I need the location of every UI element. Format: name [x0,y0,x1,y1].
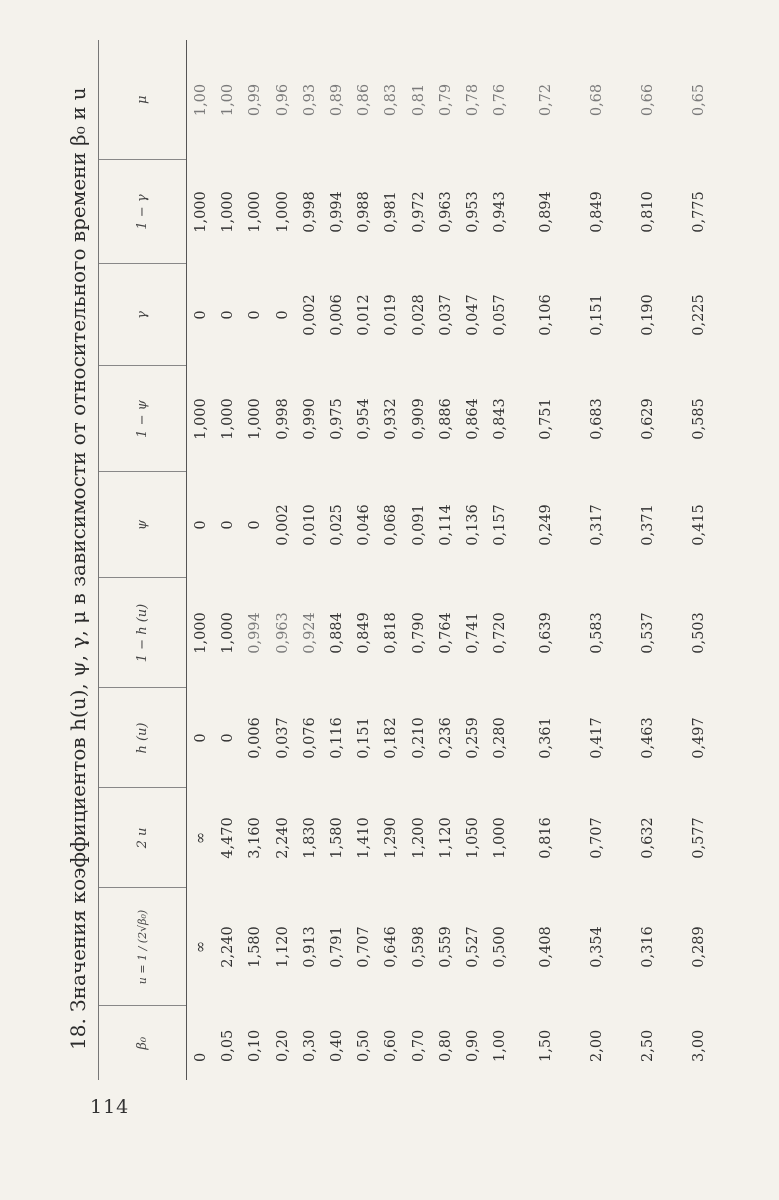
cell: 0,791 [328,926,345,968]
cell: 3,00 [691,1029,708,1062]
cell: 0,998 [274,398,291,440]
cell: 0 [220,733,237,743]
cell: 0,182 [383,717,400,759]
cell: 0,932 [383,398,400,440]
cell: 1,000 [192,612,209,654]
table-row [667,40,718,1080]
cell: 1,830 [301,817,318,859]
cell: 0,057 [492,294,509,336]
cell: 0,047 [464,294,481,336]
table-row [616,40,667,1080]
cell: 0,415 [691,504,708,546]
cell: 0,50 [356,1029,373,1062]
cell: 0,236 [437,717,454,759]
cell: 0,012 [356,294,373,336]
cell: 1,580 [328,817,345,859]
cell: 0,006 [328,294,345,336]
cell: 4,470 [220,817,237,859]
cell: 0,417 [589,717,606,759]
cell: 0,975 [328,398,345,440]
table-row [351,40,378,1080]
cell: 0,83 [383,83,400,117]
cell: 0,96 [274,83,291,117]
cell: ∞ [192,940,209,954]
cell: 1,290 [383,817,400,859]
cell: 0,70 [410,1029,427,1062]
cell: 0,884 [328,612,345,654]
cell: 0,65 [691,83,708,117]
cell: 0,068 [383,504,400,546]
cell: 1,00 [192,83,209,117]
cell: 0,909 [410,398,427,440]
cell: 0,68 [589,83,606,117]
col-header-mu: μ [98,40,187,160]
col-header-u: u = 1 / (2√β₀) [98,888,187,1006]
cell: 1,50 [538,1029,555,1062]
cell: 2,240 [274,817,291,859]
cell: 0,091 [410,504,427,546]
cell: 1,000 [492,817,509,859]
cell: 1,120 [274,926,291,968]
cell: 0,037 [437,294,454,336]
cell: 0,78 [464,83,481,117]
cell: 0,40 [328,1029,345,1062]
cell: 1,120 [437,817,454,859]
cell: 0,80 [437,1029,454,1062]
table-row [378,40,405,1080]
cell: 0,20 [274,1029,291,1062]
cell: 0,002 [301,294,318,336]
cell: 1,000 [247,191,264,233]
cell: 1,050 [464,817,481,859]
cell: 0 [192,520,209,530]
table-title: 18. Значения коэффициентов h(u), ψ, γ, μ в зависимости от относительного времени β₀ и u [66,87,90,1050]
cell: 0,006 [247,717,264,759]
cell: 0,037 [274,717,291,759]
table-header-row [98,40,187,1080]
cell: 0,818 [383,612,400,654]
col-header-h-u: h (u) [98,688,187,788]
cell: 0,002 [274,504,291,546]
cell: 0,136 [464,504,481,546]
table-row [432,40,459,1080]
cell: 0,998 [301,191,318,233]
cell: 0,963 [274,612,291,654]
cell: 0,990 [301,398,318,440]
cell: 0,500 [492,926,509,968]
cell: 1,000 [192,398,209,440]
col-header-psi: ψ [98,472,187,578]
cell: 0,639 [538,612,555,654]
table-row [459,40,486,1080]
cell: 0,99 [247,83,264,117]
table-row [187,40,215,1080]
cell: 0 [192,1052,209,1062]
cell: 0,046 [356,504,373,546]
cell: 0,028 [410,294,427,336]
cell: 3,160 [247,817,264,859]
cell: 0 [220,520,237,530]
cell: 0,707 [356,926,373,968]
cell: 0,864 [464,398,481,440]
cell: 0,963 [437,191,454,233]
cell: 1,000 [247,398,264,440]
cell: 1,580 [247,926,264,968]
cell: 0,210 [410,717,427,759]
cell: 0,66 [640,83,657,117]
cell: 0,106 [538,294,555,336]
table-row [215,40,242,1080]
cell: 0,76 [492,83,509,117]
cell: 0,707 [589,817,606,859]
table-row [514,40,565,1080]
table-row [405,40,432,1080]
cell: 0,86 [356,83,373,117]
cell: 0,894 [538,191,555,233]
cell: 0,116 [328,717,345,759]
cell: 0,497 [691,717,708,759]
cell: 0,019 [383,294,400,336]
cell: 1,000 [192,191,209,233]
cell: 0,585 [691,398,708,440]
cell: 0,751 [538,398,555,440]
cell: 0,943 [492,191,509,233]
cell: 2,00 [589,1029,606,1062]
cell: 0,849 [589,191,606,233]
cell: 0,79 [437,83,454,117]
cell: 0,280 [492,717,509,759]
cell: 0,843 [492,398,509,440]
cell: 0,190 [640,294,657,336]
cell: 0,764 [437,612,454,654]
cell: 0,025 [328,504,345,546]
cell: 2,50 [640,1029,657,1062]
cell: 0,05 [220,1029,237,1062]
cell: 0,90 [464,1029,481,1062]
cell: 0 [247,310,264,320]
cell: 0,89 [328,83,345,117]
cell: 1,00 [492,1029,509,1062]
cell: 0,598 [410,926,427,968]
cell: 0,408 [538,926,555,968]
cell: 0,810 [640,191,657,233]
cell: ∞ [192,831,209,845]
cell: 0,981 [383,191,400,233]
cell: 0,72 [538,83,555,117]
cell: 0,354 [589,926,606,968]
table-row [269,40,296,1080]
cell: 0,994 [247,612,264,654]
cell: 0,954 [356,398,373,440]
cell: 0 [192,733,209,743]
page-number: 114 [90,1096,130,1118]
cell: 0 [247,520,264,530]
table-row [565,40,616,1080]
cell: 0,790 [410,612,427,654]
cell: 1,410 [356,817,373,859]
cell: 0,527 [464,926,481,968]
cell: 1,000 [220,612,237,654]
cell: 0,683 [589,398,606,440]
cell: 0,81 [410,83,427,117]
cell: 0,463 [640,717,657,759]
cell: 0,583 [589,612,606,654]
cell: 0 [192,310,209,320]
cell: 0,559 [437,926,454,968]
cell: 0,775 [691,191,708,233]
cell: 0,60 [383,1029,400,1062]
cell: 0,225 [691,294,708,336]
table-row [242,40,269,1080]
table-body [187,40,719,1080]
cell: 0,849 [356,612,373,654]
col-header-1-minus-h-u: 1 − h (u) [98,578,187,688]
cell: 0,503 [691,612,708,654]
cell: 0,93 [301,83,318,117]
cell: 0,361 [538,717,555,759]
table-row [487,40,514,1080]
cell: 0,249 [538,504,555,546]
cell: 0 [274,310,291,320]
cell: 0,076 [301,717,318,759]
cell: 0,371 [640,504,657,546]
cell: 0,646 [383,926,400,968]
cell: 0,988 [356,191,373,233]
cell: 0,316 [640,926,657,968]
cell: 0,994 [328,191,345,233]
cell: 0,816 [538,817,555,859]
cell: 0,10 [247,1029,264,1062]
cell: 0,953 [464,191,481,233]
cell: 0,913 [301,926,318,968]
cell: 1,200 [410,817,427,859]
cell: 0,151 [356,717,373,759]
cell: 2,240 [220,926,237,968]
cell: 0,151 [589,294,606,336]
cell: 0,289 [691,926,708,968]
cell: 0,317 [589,504,606,546]
col-header-beta0: β₀ [98,1006,187,1080]
cell: 0,886 [437,398,454,440]
cell: 0,741 [464,612,481,654]
cell: 0,537 [640,612,657,654]
col-header-1-minus-gamma: 1 − γ [98,160,187,264]
col-header-gamma: γ [98,264,187,366]
table-row [296,40,323,1080]
cell: 0,30 [301,1029,318,1062]
cell: 0,629 [640,398,657,440]
cell: 0,924 [301,612,318,654]
cell: 0,577 [691,817,708,859]
cell: 0,010 [301,504,318,546]
cell: 0,972 [410,191,427,233]
cell: 0,720 [492,612,509,654]
cell: 0,157 [492,504,509,546]
cell: 1,000 [220,191,237,233]
cell: 0 [220,310,237,320]
col-header-2u: 2 u [98,788,187,888]
coefficient-table [98,40,718,1080]
cell: 0,259 [464,717,481,759]
cell: 1,00 [220,83,237,117]
cell: 1,000 [220,398,237,440]
cell: 0,632 [640,817,657,859]
table-row [323,40,350,1080]
col-header-1-minus-psi: 1 − ψ [98,366,187,472]
table-top-rule [98,40,99,1080]
cell: 0,114 [437,504,454,546]
cell: 1,000 [274,191,291,233]
